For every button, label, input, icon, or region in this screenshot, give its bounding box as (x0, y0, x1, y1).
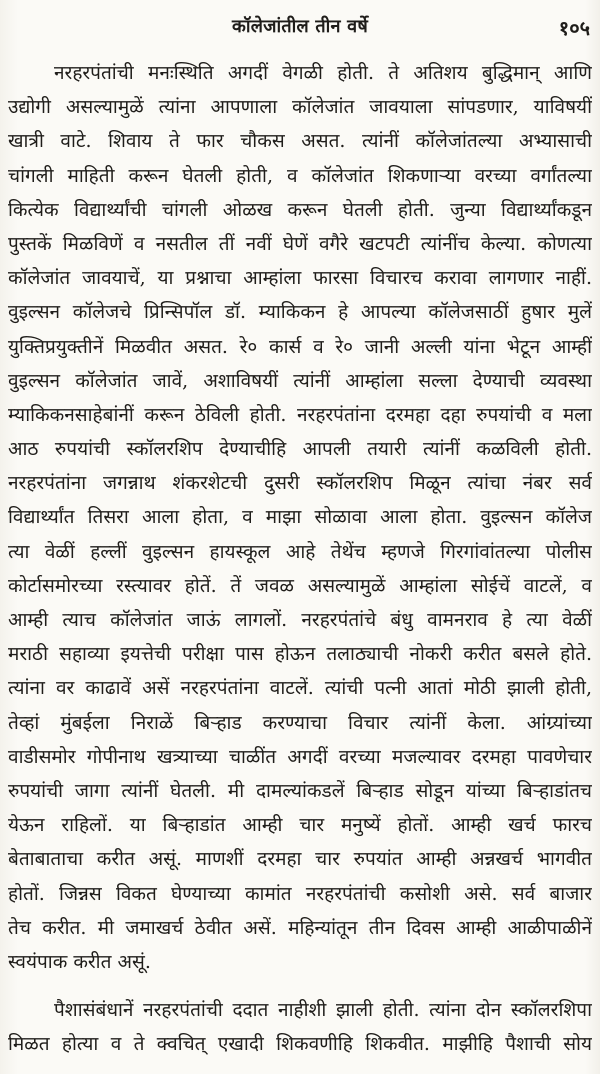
page-number: १०५ (558, 16, 590, 40)
text-line: आठ रुपयांची स्कॉलरशिप देण्याचीहि आपली तयारी त्यांनीं कळविली होती. (8, 438, 592, 461)
text-line: बेताबाताचा करीत असूं. माणशीं दरमहा चार रुपयांत आम्ही अन्नखर्च भागवीत (8, 848, 592, 871)
text-line: म्याकिकनसाहेबांनीं करून ठेविली होती. नरहरपंतांना दरमहा दहा रुपयांची व मला (8, 403, 592, 426)
text-line: नरहरपंतांना जगन्नाथ शंकरशेटची दुसरी स्कॉलरशिप मिळून त्यांचा नंबर सर्व (8, 472, 592, 495)
text-line: कॉलेजांत जावयाचें, या प्रश्नाचा आम्हांला फारसा विचारच करावा लागणार नाहीं. (8, 267, 592, 290)
text-line: वुइल्सन कॉलेजचे प्रिन्सिपॉल डॉ. म्याकिकन हे आपल्या कॉलेजसाठीं हुषार मुलें (8, 301, 592, 324)
text-line: मिळत होत्या व ते क्वचित् एखादी शिकवणीहि शिकवीत. माझीहि पैशाची सोय (8, 1033, 592, 1056)
text-line: मराठी सहाव्या इयत्तेची परीक्षा पास होऊन तलाठ्याची नोकरी करीत बसले होते. (8, 643, 592, 666)
paragraph (8, 56, 592, 979)
text-line: वुइल्सन कॉलेजांत जावें, अशाविषयीं त्यांनीं आम्हांला सल्ला देण्याची व्यवस्था (8, 369, 592, 392)
text-line: त्या वेळीं हल्लीं वुइल्सन हायस्कूल आहे तेथेंच म्हणजे गिरगांवांतल्या पोलीस (8, 540, 592, 563)
text-line: उद्योगी असल्यामुळें त्यांना आपणाला कॉलेजांत जावयाला सांपडणार, याविषयीं (8, 96, 592, 119)
text-line: चांगली माहिती करून घेतली होती, व कॉलेजांत शिकणाऱ्या वरच्या वर्गांतल्या (8, 164, 592, 187)
text-line: त्यांना वर काढावें असें नरहरपंतांना वाटलें. त्यांची पत्नी आतां मोठी झाली होती, (8, 677, 592, 700)
text-line: पुस्तकें मिळविणें व नसतील तीं नवीं घेणें वगैरे खटपटी त्यांनींच केल्या. कोणत्या (8, 232, 592, 255)
text-line: पैशासंबंधानें नरहरपंतांची ददात नाहीशी झाली होती. त्यांना दोन स्कॉलरशिपा (54, 999, 592, 1022)
paragraph (8, 993, 592, 1061)
text-line: आम्ही त्याच कॉलेजांत जाऊं लागलों. नरहरपंतांचे बंधु वामनराव हे त्या वेळीं (8, 609, 592, 631)
text-line: विद्यार्थ्यांत तिसरा आला होता, व माझा सोळावा आला होता. वुइल्सन कॉलेज (8, 506, 592, 529)
text-line: खात्री वाटे. शिवाय ते फार चौकस असत. त्यांनीं कॉलेजांतल्या अभ्यासाची (8, 130, 592, 153)
text-line: नरहरपंतांची मनःस्थिति अगदीं वेगळी होती. ते अतिशय बुद्धिमान् आणि (54, 62, 592, 84)
body-text (8, 56, 592, 1061)
running-header (0, 14, 600, 44)
text-line: कोर्टासमोरच्या रस्त्यावर होतें. तें जवळ असल्यामुळें आम्हांला सोईचें वाटलें, व (8, 574, 592, 597)
text-line: स्वयंपाक करीत असूं. (8, 950, 151, 973)
text-line: वाडीसमोर गोपीनाथ खत्र्याच्या चाळींत अगदीं वरच्या मजल्यावर दरमहा पावणेचार (8, 745, 592, 768)
text-line: रुपयांची जागा त्यांनीं घेतली. मी दामल्यांकडलें बिऱ्हाड सोडून यांच्या बिऱ्हाडांतच (8, 779, 592, 802)
text-line: येऊन राहिलों. या बिऱ्हाडांत आम्ही चार मनुष्यें होतों. आम्ही खर्च फारच (8, 814, 592, 837)
chapter-title: कॉलेजांतील तीन वर्षे (232, 16, 368, 37)
text-line: तेव्हां मुंबईला निराळें बिऱ्हाड करण्याचा विचार त्यांनीं केला. आंग्र्यांच्या (8, 711, 592, 734)
text-line: होतों. जिन्नस विकत घेण्याच्या कामांत नरहरपंतांची कसोशी असे. सर्व बाजार (8, 882, 592, 905)
text-line: युक्तिप्रयुक्तीनें मिळवीत असत. रे० कार्स व रे० जानी अल्ली यांना भेटून आम्हीं (8, 335, 592, 358)
paragraph-gap (8, 979, 592, 993)
text-line: कित्येक विद्यार्थ्यांची चांगली ओळख करून घेतली होती. जुन्या विद्यार्थ्यांकडून (8, 198, 592, 221)
text-line: तेच करीत. मी जमाखर्च ठेवीत असें. महिन्यांतून तीन दिवस आम्ही आळीपाळीनें (8, 916, 592, 939)
